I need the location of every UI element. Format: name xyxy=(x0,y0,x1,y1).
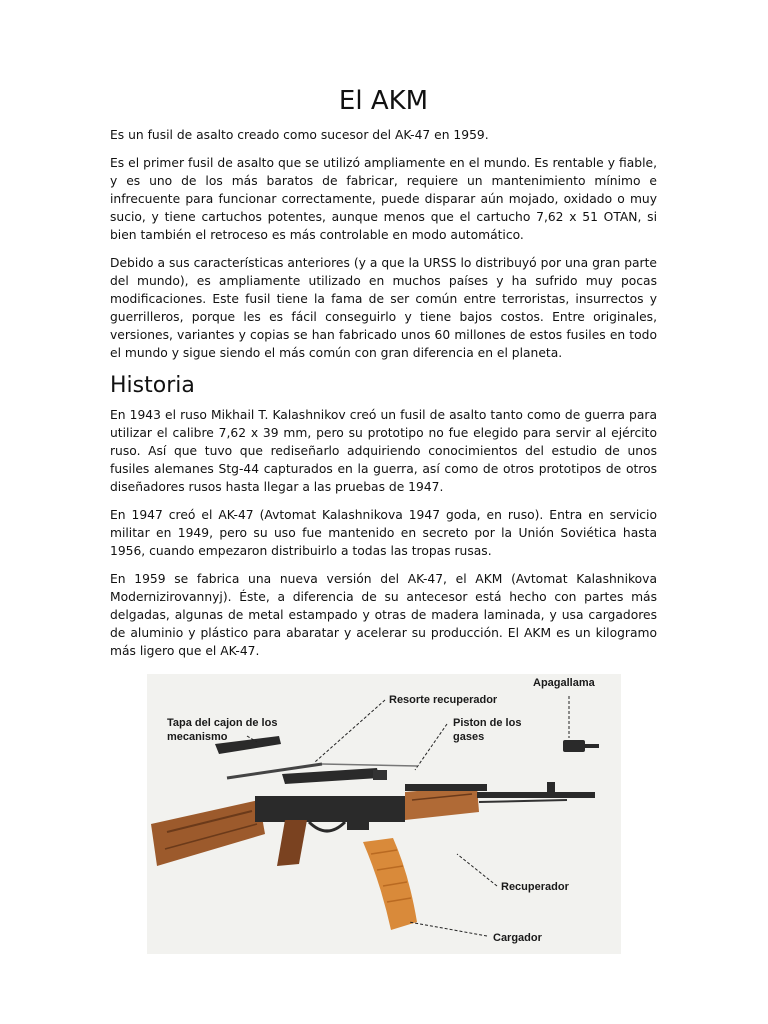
document-body xyxy=(110,84,657,670)
document-title: El AKM xyxy=(338,86,429,116)
label-gas-piston-1: Piston de los xyxy=(453,717,522,729)
history-paragraph-3: En 1959 se fabrica una nueva versión del AK-47, el AKM (Avtomat Kalashnikova Modernizirovannyj). Éste, a diferencia de su antecesor está hecho con partes más delgadas, algunas de metal estampado y otras de madera laminada, y usa cargadores de aluminio y plástico para abaratar y acelerar su producción. El AKM es un kilogramo más ligero que el AK-47. xyxy=(110,572,657,658)
intro-paragraph-1: Es un fusil de asalto creado como sucesor del AK-47 en 1959. xyxy=(110,128,489,142)
label-recoil-spring: Resorte recuperador xyxy=(389,694,498,706)
label-muzzle: Apagallama xyxy=(533,677,595,689)
label-gas-piston-2: gases xyxy=(453,731,485,743)
label-magazine: Cargador xyxy=(493,932,542,944)
history-paragraph-2: En 1947 creó el AK-47 (Avtomat Kalashnikova 1947 goda, en ruso). Entra en servicio militar en 1949, pero su uso fue mantenido en secreto por la Unión Soviética hasta 1956, cuando empezaron distribuirlo a todas las tropas rusas. xyxy=(110,508,657,558)
section-heading-historia: Historia xyxy=(110,373,195,398)
akm-diagram-image xyxy=(147,674,621,954)
label-dust-cover-1: Tapa del cajon de los xyxy=(167,717,278,729)
intro-paragraph-3: Debido a sus características anteriores (y a que la URSS lo distribuyó por una gran parte del mundo), es ampliamente utilizado en muchos países y ha sufrido muy pocas modificaciones. Este fusil tiene la fama de ser común entre terroristas, insurrectos y guerrilleros, porque les es fácil conseguirlo y tiene bajos costos. Entre originales, versiones, variantes y copias se han fabricado unos 60 millones de estos fusiles en todo el mundo y sigue siendo el más común con gran diferencia en el planeta. xyxy=(110,256,657,360)
label-dust-cover-2: mecanismo xyxy=(167,731,228,743)
intro-paragraph-2: Es el primer fusil de asalto que se utilizó ampliamente en el mundo. Es rentable y fiable, y es uno de los más baratos de fabricar, requiere un mantenimiento mínimo e infrecuente para funcionar correctamente, puede disparar aún mojado, oxidado o muy sucio, y tiene cartuchos potentes, aunque menos que el cartucho 7,62 x 51 OTAN, si bien también el retroceso es más controlable en modo automático. xyxy=(110,156,657,242)
muzzle-brake-part xyxy=(563,740,585,752)
history-paragraph-1: En 1943 el ruso Mikhail T. Kalashnikov creó un fusil de asalto tanto como de guerra para utilizar el calibre 7,62 x 39 mm, pero su prototipo no fue elegido para servir al ejército ruso. Así que tuvo que rediseñarlo adquiriendo conocimientos del estudio de unos fusiles alemanes Stg-44 capturados en la guerra, así como de otros prototipos de otros diseñadores rusos hasta llegar a las pruebas de 1947. xyxy=(110,408,657,494)
label-recuperator: Recuperador xyxy=(501,881,569,893)
akm-diagram-svg xyxy=(147,674,621,954)
